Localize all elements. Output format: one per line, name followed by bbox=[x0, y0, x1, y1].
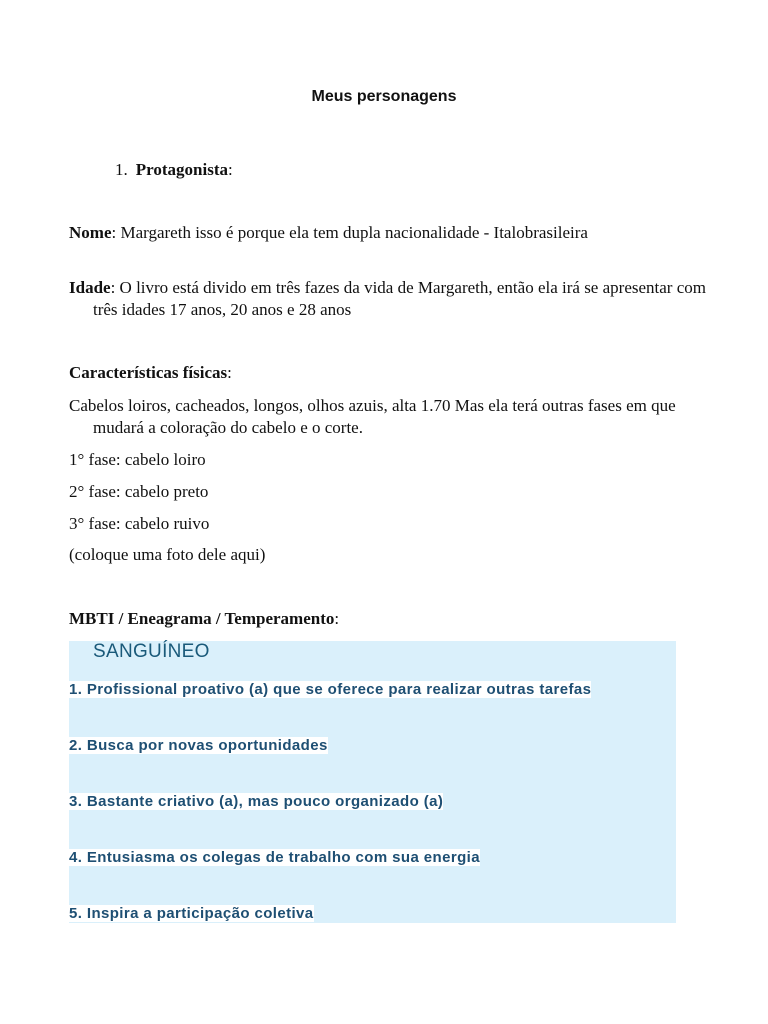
temperamento-item-4 bbox=[69, 849, 480, 867]
section-label: Protagonista bbox=[135, 160, 228, 179]
caracteristicas-suffix: : bbox=[227, 363, 232, 382]
section-suffix: : bbox=[228, 160, 233, 179]
temperamento-box bbox=[69, 641, 676, 923]
mbti-suffix: : bbox=[334, 609, 340, 628]
section-heading bbox=[115, 159, 233, 181]
phase-1: 1° fase: cabelo loiro bbox=[69, 450, 206, 469]
field-nome bbox=[69, 222, 713, 244]
phase-2: 2° fase: cabelo preto bbox=[69, 482, 209, 501]
temperamento-title: SANGUÍNEO bbox=[93, 641, 210, 662]
nome-label: Nome bbox=[69, 223, 112, 242]
document-title: Meus personagens bbox=[311, 88, 457, 105]
field-idade bbox=[69, 277, 713, 321]
photo-note: (coloque uma foto dele aqui) bbox=[69, 545, 266, 564]
mbti-heading bbox=[69, 608, 689, 630]
temperamento-item-2-text: 2. Busca por novas oportunidades bbox=[69, 737, 328, 754]
idade-text: : O livro está divido em três fazes da vida de Margareth, então ela irá se apresentar com três idades 17 anos, 20 anos e 28 anos bbox=[93, 278, 706, 319]
phase-3: 3° fase: cabelo ruivo bbox=[69, 514, 210, 533]
temperamento-item-1 bbox=[69, 681, 591, 699]
temperamento-item-3 bbox=[69, 793, 443, 811]
idade-label: Idade bbox=[69, 278, 111, 297]
caracteristicas-label: Características físicas bbox=[69, 363, 228, 382]
caracteristicas-heading bbox=[69, 362, 689, 384]
section-number: 1. bbox=[115, 160, 128, 179]
mbti-label: MBTI / Eneagrama / Temperamento bbox=[69, 609, 335, 628]
nome-text: : Margareth isso é porque ela tem dupla nacionalidade - Italobrasileira bbox=[111, 223, 588, 242]
temperamento-item-2 bbox=[69, 737, 328, 755]
temperamento-item-1-text: 1. Profissional proativo (a) que se oferece para realizar outras tarefas bbox=[69, 681, 592, 698]
temperamento-item-3-text: 3. Bastante criativo (a), mas pouco organizado (a) bbox=[69, 793, 444, 810]
temperamento-item-5 bbox=[69, 905, 314, 923]
temperamento-item-5-text: 5. Inspira a participação coletiva bbox=[69, 905, 314, 922]
temperamento-item-4-text: 4. Entusiasma os colegas de trabalho com sua energia bbox=[69, 849, 480, 866]
caracteristicas-description: Cabelos loiros, cacheados, longos, olhos azuis, alta 1.70 Mas ela terá outras fases em que mudará a coloração do cabelo e o corte. bbox=[69, 396, 676, 437]
